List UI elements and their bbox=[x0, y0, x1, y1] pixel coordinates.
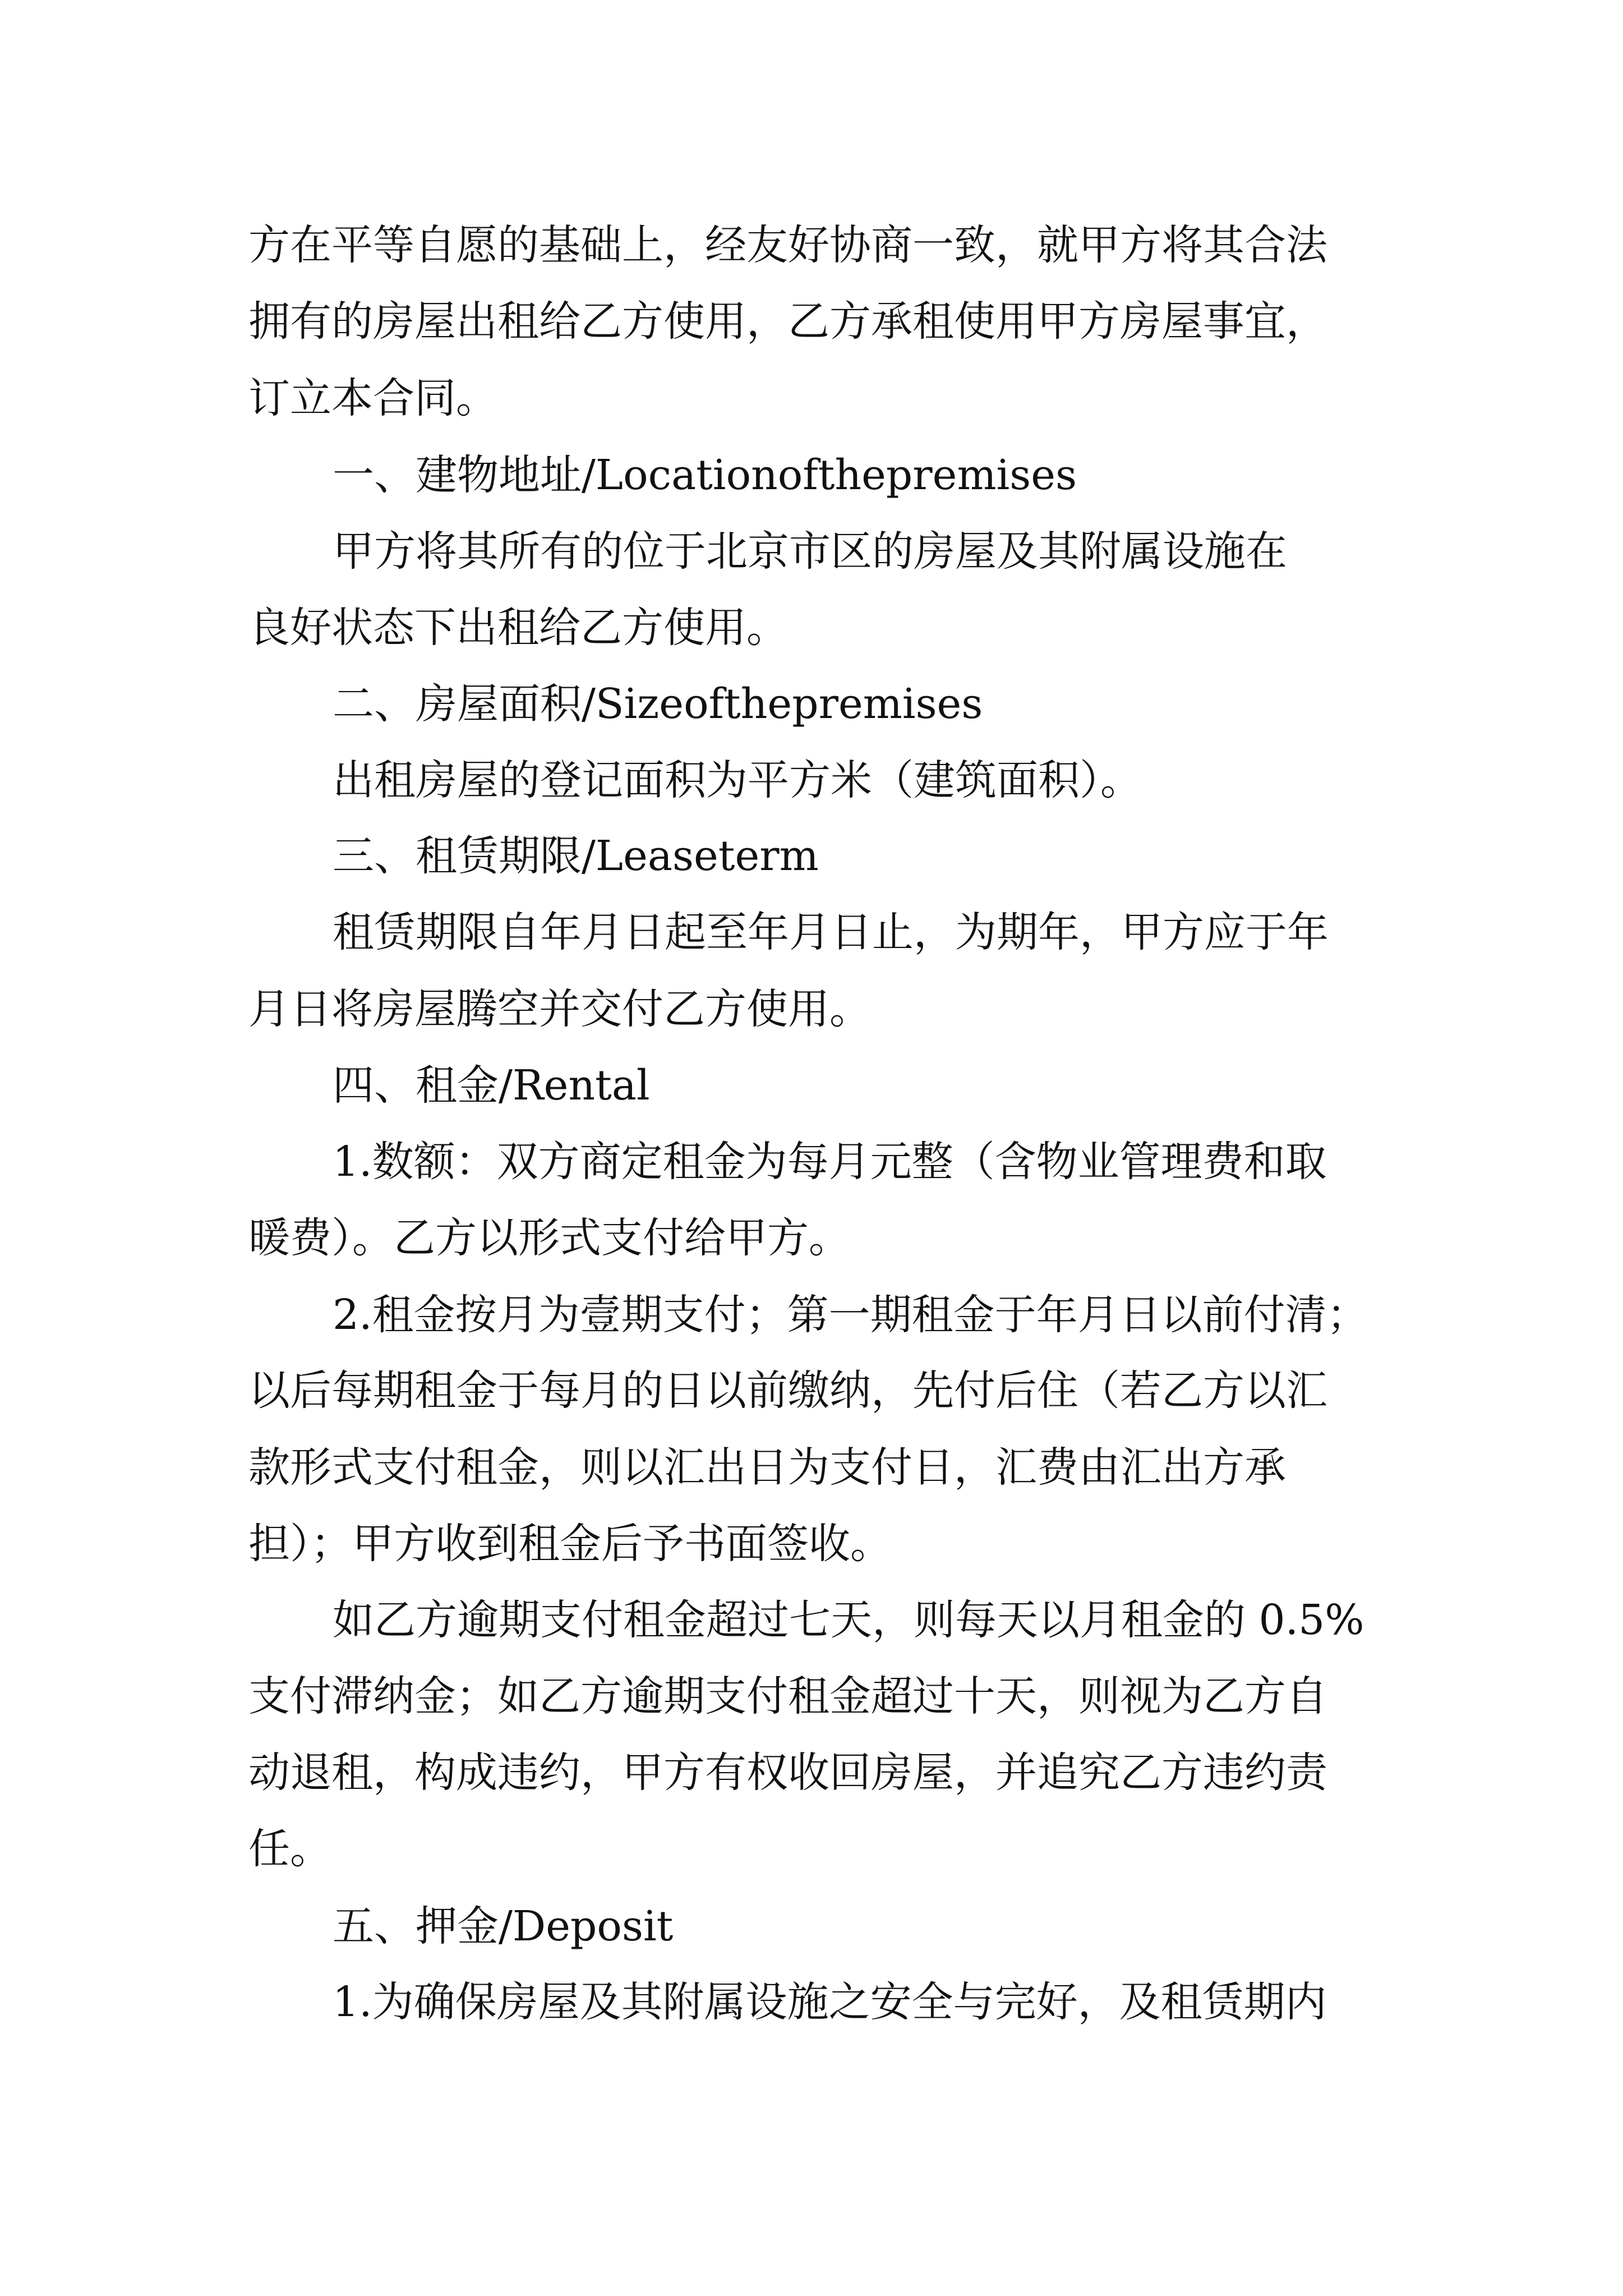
section-heading-lease-term: 三、租赁期限/Leaseterm bbox=[333, 832, 819, 880]
text-line: 良好状态下出租给乙方使用。 bbox=[248, 604, 788, 652]
text-line: 担）；甲方收到租金后予书面签收。 bbox=[248, 1520, 892, 1568]
section-heading-deposit: 五、押金/Deposit bbox=[333, 1902, 674, 1950]
text-line: 任。 bbox=[248, 1825, 331, 1873]
text-line: 订立本合同。 bbox=[248, 374, 497, 422]
text-line: 甲方将其所有的位于北京市区的房屋及其附属设施在 bbox=[333, 527, 1287, 576]
text-line: 支付滞纳金；如乙方逾期支付租金超过十天，则视为乙方自 bbox=[248, 1672, 1327, 1720]
text-line: 动退租，构成违约，甲方有权收回房屋，并追究乙方违约责 bbox=[248, 1749, 1327, 1797]
text-line: 款形式支付租金，则以汇出日为支付日，汇费由汇出方承 bbox=[248, 1443, 1286, 1492]
text-line: 租赁期限自年月日起至年月日止，为期年，甲方应于年 bbox=[333, 908, 1329, 956]
text-line: 2.租金按月为壹期支付；第一期租金于年月日以前付清； bbox=[333, 1291, 1368, 1339]
section-heading-size: 二、房屋面积/Sizeofthepremises bbox=[333, 680, 983, 728]
text-line: 1.数额：双方商定租金为每月元整（含物业管理费和取 bbox=[333, 1138, 1327, 1186]
text-line: 拥有的房屋出租给乙方使用，乙方承租使用甲方房屋事宜， bbox=[248, 297, 1327, 346]
text-line: 以后每期租金于每月的日以前缴纳，先付后住（若乙方以汇 bbox=[248, 1366, 1327, 1415]
text-line: 出租房屋的登记面积为平方米（建筑面积）。 bbox=[333, 756, 1142, 804]
section-heading-location: 一、建物地址/Locationofthepremises bbox=[333, 451, 1077, 499]
text-line: 暖费）。乙方以形式支付给甲方。 bbox=[248, 1214, 850, 1262]
text-line: 方在平等自愿的基础上，经友好协商一致，就甲方将其合法 bbox=[248, 221, 1327, 269]
text-line: 月日将房屋腾空并交付乙方使用。 bbox=[248, 985, 871, 1033]
text-line: 如乙方逾期支付租金超过七天，则每天以月租金的 0.5% bbox=[333, 1596, 1364, 1644]
text-line: 1.为确保房屋及其附属设施之安全与完好，及租赁期内 bbox=[333, 1978, 1327, 2026]
section-heading-rental: 四、租金/Rental bbox=[333, 1061, 650, 1110]
